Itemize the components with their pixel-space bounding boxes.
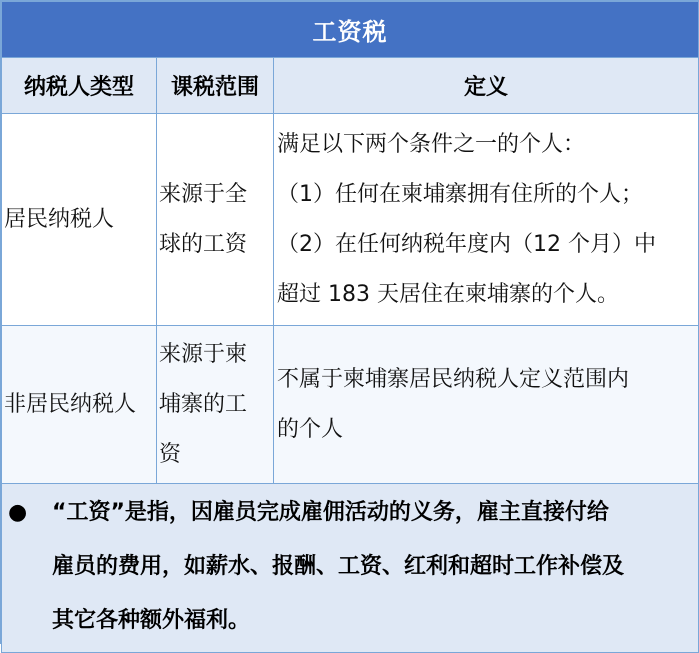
note-text-2: 雇员的费用，如薪水、报酬、工资、红利和超时工作补偿及: [52, 554, 625, 579]
table-row-nonresident: [2, 326, 699, 484]
nonresident-type-label: 非居民纳税人: [4, 391, 137, 417]
nonresident-scope-line-1: 来源于柬: [159, 341, 248, 367]
header-taxpayer-type: 纳税人类型: [2, 58, 157, 114]
wage-tax-table: [1, 1, 699, 653]
resident-def-line-2: （1）任何在柬埔寨拥有住所的个人；: [277, 181, 643, 207]
note-line-1: [8, 486, 692, 540]
nonresident-scope-line-3: 资: [159, 441, 182, 467]
resident-scope-line-2: 球的工资: [159, 231, 248, 257]
nonresident-def-line-2: 的个人: [277, 416, 344, 442]
note-line-2: [8, 540, 692, 594]
header-definition: 定义: [274, 58, 699, 114]
resident-def-line-4: 超过 183 天居住在柬埔寨的个人。: [277, 281, 619, 307]
table-title: 工资税: [2, 2, 699, 58]
note-text-1: “工资”是指，因雇员完成雇佣活动的义务，雇主直接付给: [52, 500, 609, 525]
nonresident-scope-line-2: 埔寨的工: [159, 391, 248, 417]
resident-type-label: 居民纳税人: [4, 206, 115, 232]
resident-def-line-1: 满足以下两个条件之一的个人：: [277, 131, 586, 157]
wage-definition-note: [2, 484, 699, 653]
resident-def-line-3: （2）在任何纳税年度内（12 个月）中: [277, 231, 656, 257]
resident-definition-cell: [274, 114, 699, 326]
nonresident-definition-cell: [274, 326, 699, 484]
table-row-resident: [2, 114, 699, 326]
note-line-3: [8, 594, 692, 648]
resident-type-cell: [2, 114, 157, 326]
nonresident-scope-cell: [157, 326, 274, 484]
resident-scope-line-1: 来源于全: [159, 181, 248, 207]
header-tax-scope: 课税范围: [157, 58, 274, 114]
note-text-3: 其它各种额外福利。: [52, 608, 251, 633]
resident-scope-cell: [157, 114, 274, 326]
bullet-icon: ●: [8, 500, 28, 525]
nonresident-type-cell: [2, 326, 157, 484]
nonresident-def-line-1: 不属于柬埔寨居民纳税人定义范围内: [277, 366, 630, 392]
